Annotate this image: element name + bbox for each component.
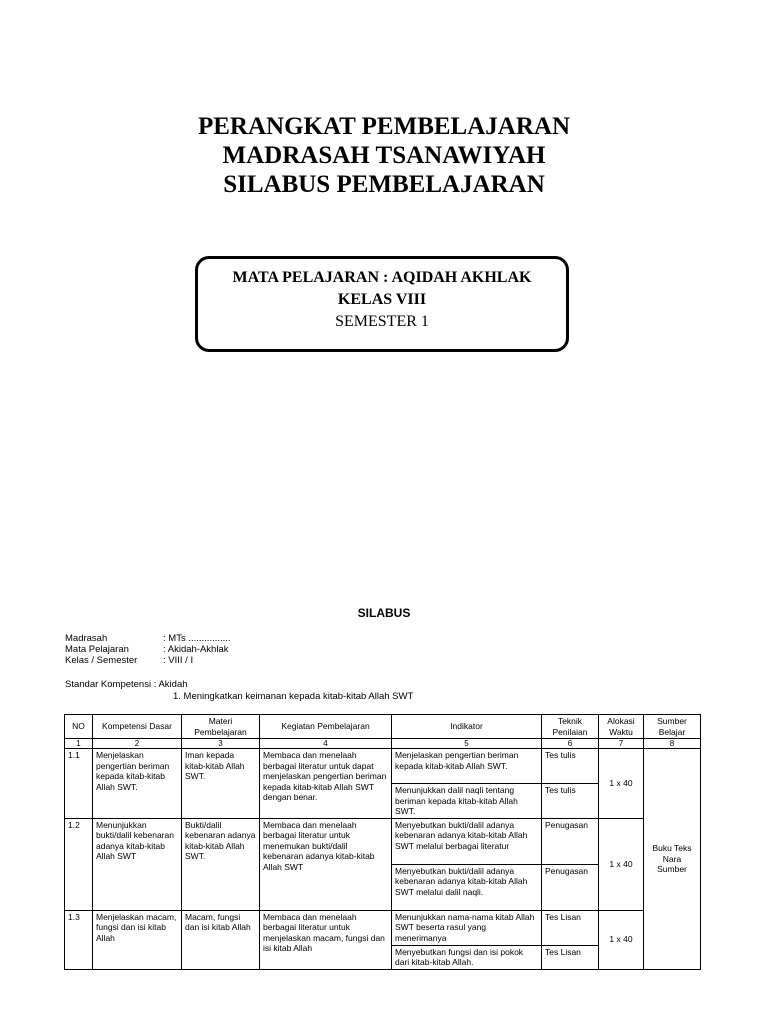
kompetensi-cell: Menjelaskan pengertian beriman kepada kitab-kitab Allah SWT. (93, 749, 182, 819)
info-value: : VIII / I (163, 655, 194, 666)
alokasi-cell: 1 x 40 (599, 910, 644, 969)
subject-box (195, 256, 569, 352)
kegiatan-cell: Membaca dan menelaah berbagai literatur untuk dapat menjelaskan pengertian beriman kepada kitab-kitab Allah SWT dengan benar. (260, 749, 392, 819)
indikator-cell: Menjelaskan pengertian beriman kepada kitab-kitab Allah SWT. (392, 749, 542, 784)
subject-line: MATA PELAJARAN : AQIDAH AKHLAK (232, 269, 532, 286)
indikator-cell: Menunjukkan dalil naqli tentang beriman kepada kitab-kitab Allah SWT. (392, 784, 542, 819)
indikator-cell: Menunjukkan nama-nama kitab Allah SWT beserta rasul yang menerimanya (392, 910, 542, 945)
header-cell: Teknik Penilaian (542, 715, 599, 739)
materi-cell: Iman kepada kitab-kitab Allah SWT. (182, 749, 260, 819)
header-cell: NO (65, 715, 93, 739)
teknik-cell: Penugasan (542, 818, 599, 864)
column-number: 5 (392, 739, 542, 749)
teknik-cell: Tes tulis (542, 749, 599, 784)
teknik-cell: Tes Lisan (542, 945, 599, 969)
class-line: KELAS VIII (337, 291, 427, 308)
kompetensi-cell: Menunjukkan bukti/dalil kebenaran adanya kitab-kitab Allah SWT (93, 818, 182, 910)
info-label: Kelas / Semester (65, 655, 138, 666)
cover-title (0, 112, 768, 199)
table-row (65, 910, 701, 945)
header-cell: Kompetensi Dasar (93, 715, 182, 739)
standar-kompetensi-item: 1. Meningkatkan keimanan kepada kitab-kitab Allah SWT (173, 691, 414, 702)
column-number-row (65, 739, 701, 749)
teknik-cell: Penugasan (542, 864, 599, 910)
header-cell: Alokasi Waktu (599, 715, 644, 739)
standar-kompetensi (65, 679, 413, 703)
info-value: : MTs ................ (163, 633, 231, 644)
indikator-cell: Menyebutkan fungsi dan isi pokok dari kitab-kitab Allah. (392, 945, 542, 969)
alokasi-cell: 1 x 40 (599, 818, 644, 910)
info-value: : Akidah-Akhlak (163, 644, 229, 655)
materi-cell: Bukti/dalil kebenaran adanya kitab-kitab Allah SWT. (182, 818, 260, 910)
standar-kompetensi-label: Standar Kompetensi : Akidah (65, 679, 188, 690)
row-number: 1.2 (65, 818, 93, 910)
table-header-row (65, 715, 701, 739)
teknik-cell: Tes tulis (542, 784, 599, 819)
materi-cell: Macam, fungsi dan isi kitab Allah (182, 910, 260, 969)
column-number: 4 (260, 739, 392, 749)
info-label: Madrasah (65, 633, 108, 644)
column-number: 8 (644, 739, 701, 749)
semester-line: SEMESTER 1 (335, 313, 429, 330)
kegiatan-cell: Membaca dan menelaah berbagai literatur untuk menemukan bukti/dalil kebenaran adanya kitab-kitab Allah SWT (260, 818, 392, 910)
kompetensi-cell: Menjelaskan macam, fungsi dan isi kitab Allah (93, 910, 182, 969)
cover-title-line: PERANGKAT PEMBELAJARAN (197, 113, 570, 140)
row-number: 1.1 (65, 749, 93, 819)
header-cell: Materi Pembelajaran (182, 715, 260, 739)
column-number: 3 (182, 739, 260, 749)
row-number: 1.3 (65, 910, 93, 969)
table-row (65, 749, 701, 784)
indikator-cell: Menyebutkan bukti/dalil adanya kebenaran adanya kitab-kitab Allah SWT melalui berbagai literatur (392, 818, 542, 864)
header-cell: Indikator (392, 715, 542, 739)
silabus-table (64, 714, 701, 970)
header-cell: Kegiatan Pembelajaran (260, 715, 392, 739)
silabus-heading: SILABUS (357, 606, 411, 620)
info-row (65, 633, 231, 644)
column-number: 7 (599, 739, 644, 749)
kegiatan-cell: Membaca dan menelaah berbagai literatur untuk menjelaskan macam, fungsi dan isi kitab Allah (260, 910, 392, 969)
column-number: 2 (93, 739, 182, 749)
alokasi-cell: 1 x 40 (599, 749, 644, 819)
sumber-cell: Buku Teks Nara Sumber (644, 749, 701, 970)
info-row (65, 644, 231, 655)
teknik-cell: Tes Lisan (542, 910, 599, 945)
cover-title-line: MADRASAH TSANAWIYAH (222, 142, 546, 169)
column-number: 6 (542, 739, 599, 749)
info-label: Mata Pelajaran (65, 644, 129, 655)
table-row (65, 818, 701, 864)
header-cell: Sumber Belajar (644, 715, 701, 739)
cover-title-line: SILABUS PEMBELAJARAN (223, 171, 545, 198)
info-block (65, 633, 231, 666)
info-row (65, 655, 231, 666)
column-number: 1 (65, 739, 93, 749)
indikator-cell: Menyebutkan bukti/dalil adanya kebenaran adanya kitab-kitab Allah SWT melalui dalil naqli. (392, 864, 542, 910)
